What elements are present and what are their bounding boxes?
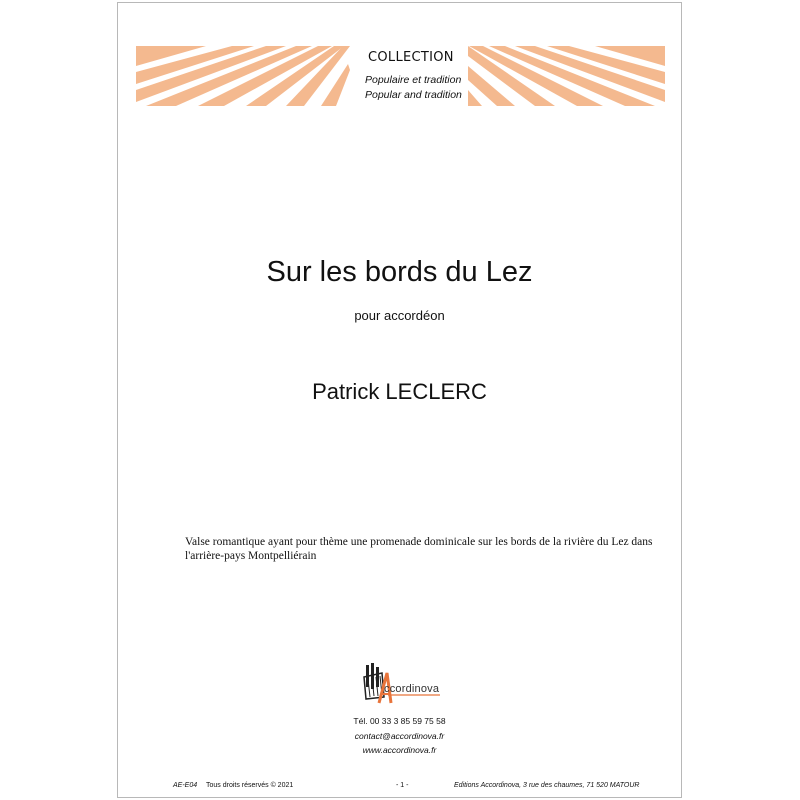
piece-description: Valse romantique ayant pour thème une promenade dominicale sur les bords de la rivière du Lez dans l'arrière-pays Montpelliérain (185, 536, 653, 562)
collection-label-box (350, 46, 468, 106)
collection-banner (136, 46, 665, 106)
footer-publisher-address: Editions Accordinova, 3 rue des chaumes, 71 520 MATOUR (454, 782, 640, 789)
instrument-subtitle: pour accordéon (354, 308, 445, 323)
footer-reference: AE-E04 (173, 782, 198, 789)
score-title: Sur les bords du Lez (266, 256, 533, 288)
collection-label: COLLECTION (368, 50, 454, 65)
collection-subtitle-en: Popular and tradition (365, 89, 462, 101)
publisher-logo (362, 663, 452, 709)
website-link[interactable]: www.accordinova.fr (362, 745, 437, 755)
footer-page-number: - 1 - (396, 782, 409, 789)
score-cover-page (117, 2, 682, 798)
footer-copyright: Tous droits réservés © 2021 (206, 782, 294, 789)
composer-name: Patrick LECLERC (312, 379, 487, 404)
publisher-brand-name: ccordinova (384, 683, 440, 695)
contact-email-link[interactable]: contact@accordinova.fr (354, 731, 445, 741)
contact-phone: Tél. 00 33 3 85 59 75 58 (353, 716, 446, 726)
collection-subtitle-fr: Populaire et tradition (365, 74, 462, 86)
